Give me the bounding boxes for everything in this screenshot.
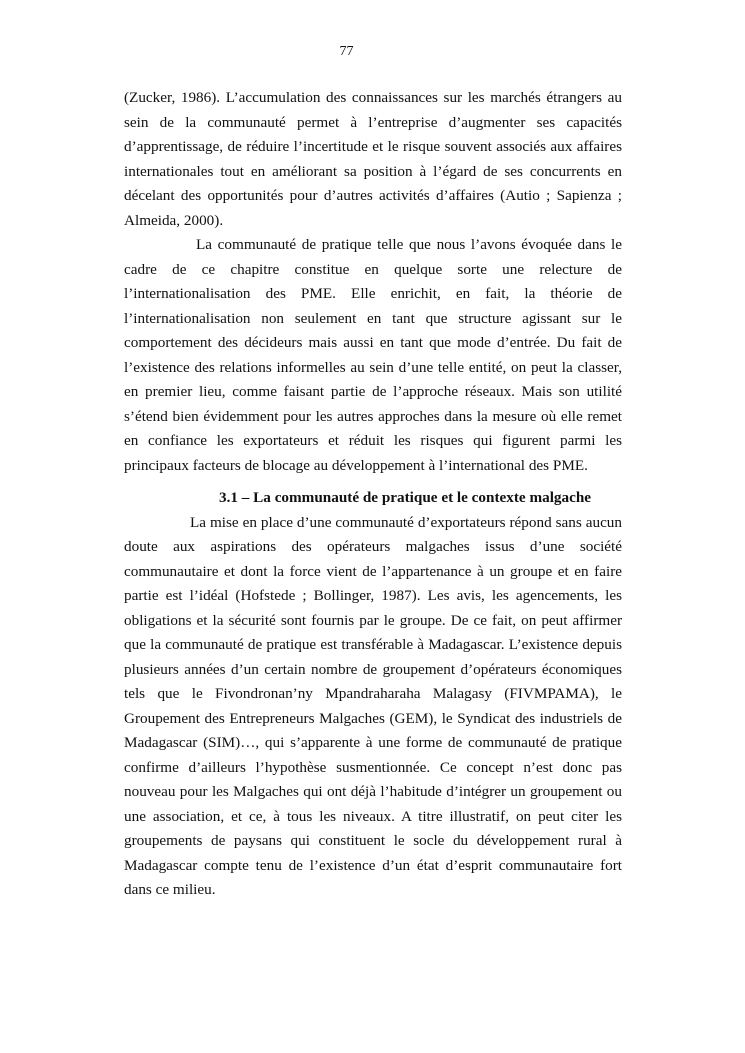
page-number: 77: [339, 44, 354, 59]
page-body: [124, 86, 622, 903]
paragraph-community-practice: La communauté de pratique telle que nous l’avons évoquée dans le cadre de ce chapitre constitue en quelque sorte une relecture de l’internationalisation des PME. Elle enrichit, en fait, la théorie de l’internationalisation non seulement en tant que structure agissant sur le comportement des décideurs mais aussi en tant que mode d’entrée. Du fait de l’existence des relations informelles au sein d’une telle entité, on peut la classer, en premier lieu, comme faisant partie de l’approche réseaux. Mais son utilité s’étend bien évidemment pour les autres approches dans la mesure où elle remet en confiance les exportateurs et réduit les risques qui figurent parmi les principaux facteurs de blocage au développement à l’international des PME.: [124, 236, 622, 474]
paragraph-madagascar: La mise en place d’une communauté d’exportateurs répond sans aucun doute aux aspirations des opérateurs malgaches issus d’une société communautaire et dont la force vient de l’appartenance à un groupe et en faire partie est l’idéal (Hofstede ; Bollinger, 1987). Les avis, les agencements, les obligations et la sécurité sont fournis par le groupe. De ce fait, on peut affirmer que la communauté de pratique est transférable à Madagascar. L’existence depuis plusieurs années d’un certain nombre de groupement d’opérateurs économiques tels que le Fivondronan’ny Mpandraharaha Malagasy (FIVMPAMA), le Groupement des Entrepreneurs Malgaches (GEM), le Syndicat des industriels de Madagascar (SIM)…, qui s’apparente à une forme de communauté de pratique confirme d’ailleurs l’hypothèse susmentionnée. Ce concept n’est donc pas nouveau pour les Malgaches qui ont déjà l’habitude d’intégrer un groupement ou une association, et ce, à tous les niveaux. A titre illustratif, on peut citer les groupements de paysans qui constituent le socle du développement rural à Madagascar compte tenu de l’existence d’un état d’esprit communautaire fort dans ce milieu.: [124, 513, 622, 898]
section-heading: 3.1 – La communauté de pratique et le contexte malgache: [219, 489, 592, 506]
paragraph-intro: (Zucker, 1986). L’accumulation des connaissances sur les marchés étrangers au sein de la communauté permet à l’entreprise d’augmenter ses capacités d’apprentissage, de réduire l’incertitude et le risque souvent associés aux affaires internationales tout en améliorant sa position à l’égard de ses concurrents en décelant des opportunités pour d’autres activités d’affaires (Autio ; Sapienza ; Almeida, 2000).: [124, 89, 622, 229]
